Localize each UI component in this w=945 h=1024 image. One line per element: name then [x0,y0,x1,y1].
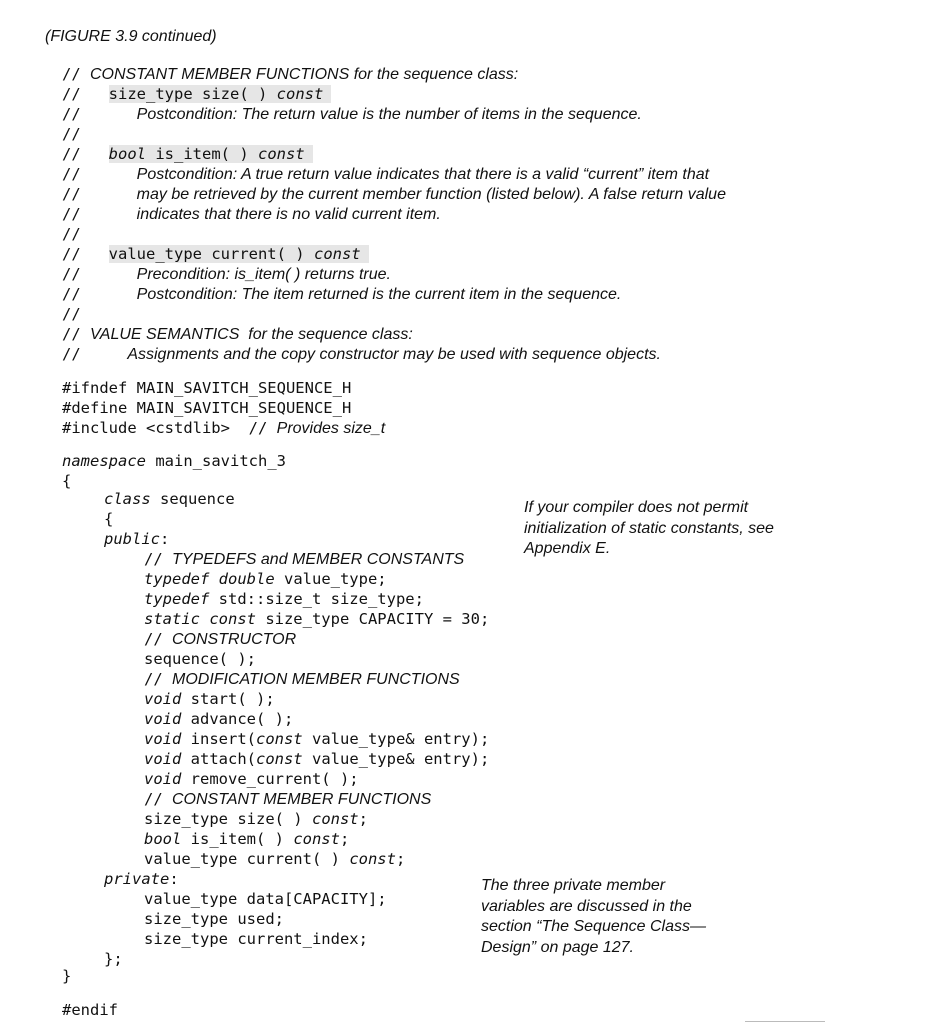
comment-constant: // CONSTANT MEMBER FUNCTIONS [144,790,432,808]
size-decl: size_type size( ) const; [144,810,368,828]
header-line-7: // may be retrieved by the current member function (listed below). A false return value [62,185,726,203]
header-line-3: // Postcondition: The return value is the number of items in the sequence. [62,105,642,123]
namespace-close-brace: } [62,967,72,985]
define-line: #define MAIN_SAVITCH_SEQUENCE_H [62,399,352,417]
used-member: size_type used; [144,910,284,928]
comment-modification: // MODIFICATION MEMBER FUNCTIONS [144,670,460,688]
comment-typedefs: // TYPEDEFS and MEMBER CONSTANTS [144,550,465,568]
note-static-constants: If your compiler does not permit initialization of static constants, see Appendix E. [524,499,774,557]
header-line-8: // indicates that there is no valid current item. [62,205,441,223]
bottom-divider [745,1021,825,1022]
figure-caption: (FIGURE 3.9 continued) [45,28,217,45]
comment-constructor: // CONSTRUCTOR [144,630,297,648]
include-line: #include <cstdlib> // Provides size_t [62,419,386,437]
namespace-line: namespace main_savitch_3 [62,452,286,470]
header-line-6: // Postcondition: A true return value indicates that there is a valid “current” item that [62,165,710,183]
note-private-members: The three private member variables are discussed in the section “The Sequence Class— Design” on page 127. [481,877,706,956]
header-line-1: // CONSTANT MEMBER FUNCTIONS for the sequence class: [62,65,519,83]
header-line-5: // bool is_item( ) const [62,144,313,164]
private-label: private: [104,870,179,888]
advance-decl: void advance( ); [144,710,294,728]
remove-current-decl: void remove_current( ); [144,770,359,788]
endif-line: #endif [62,1001,118,1019]
static-capacity: static const size_type CAPACITY = 30; [144,610,490,628]
class-open-brace: { [104,510,114,528]
current-index-member: size_type current_index; [144,930,368,948]
class-close-brace: }; [104,950,123,968]
header-line-15: // Assignments and the copy constructor may be used with sequence objects. [62,345,661,363]
typedef-value-type: typedef double value_type; [144,570,387,588]
namespace-open-brace: { [62,472,72,490]
header-line-14: // VALUE SEMANTICS for the sequence class: [62,325,413,343]
current-decl: value_type current( ) const; [144,850,406,868]
insert-decl: void insert(const value_type& entry); [144,730,490,748]
header-line-11: // Precondition: is_item( ) returns true. [62,265,391,283]
class-line: class sequence [104,490,235,508]
constructor-decl: sequence( ); [144,650,256,668]
start-decl: void start( ); [144,690,275,708]
header-line-4: // [62,125,81,143]
ifndef-line: #ifndef MAIN_SAVITCH_SEQUENCE_H [62,379,352,397]
public-label: public: [104,530,170,548]
header-line-12: // Postcondition: The item returned is the current item in the sequence. [62,285,622,303]
attach-decl: void attach(const value_type& entry); [144,750,490,768]
is-item-decl: bool is_item( ) const; [144,830,350,848]
header-line-10: // value_type current( ) const [62,244,369,264]
header-line-9: // [62,225,81,243]
data-member: value_type data[CAPACITY]; [144,890,387,908]
header-line-13: // [62,305,81,323]
typedef-size-type: typedef std::size_t size_type; [144,590,424,608]
header-line-2: // size_type size( ) const [62,84,331,104]
